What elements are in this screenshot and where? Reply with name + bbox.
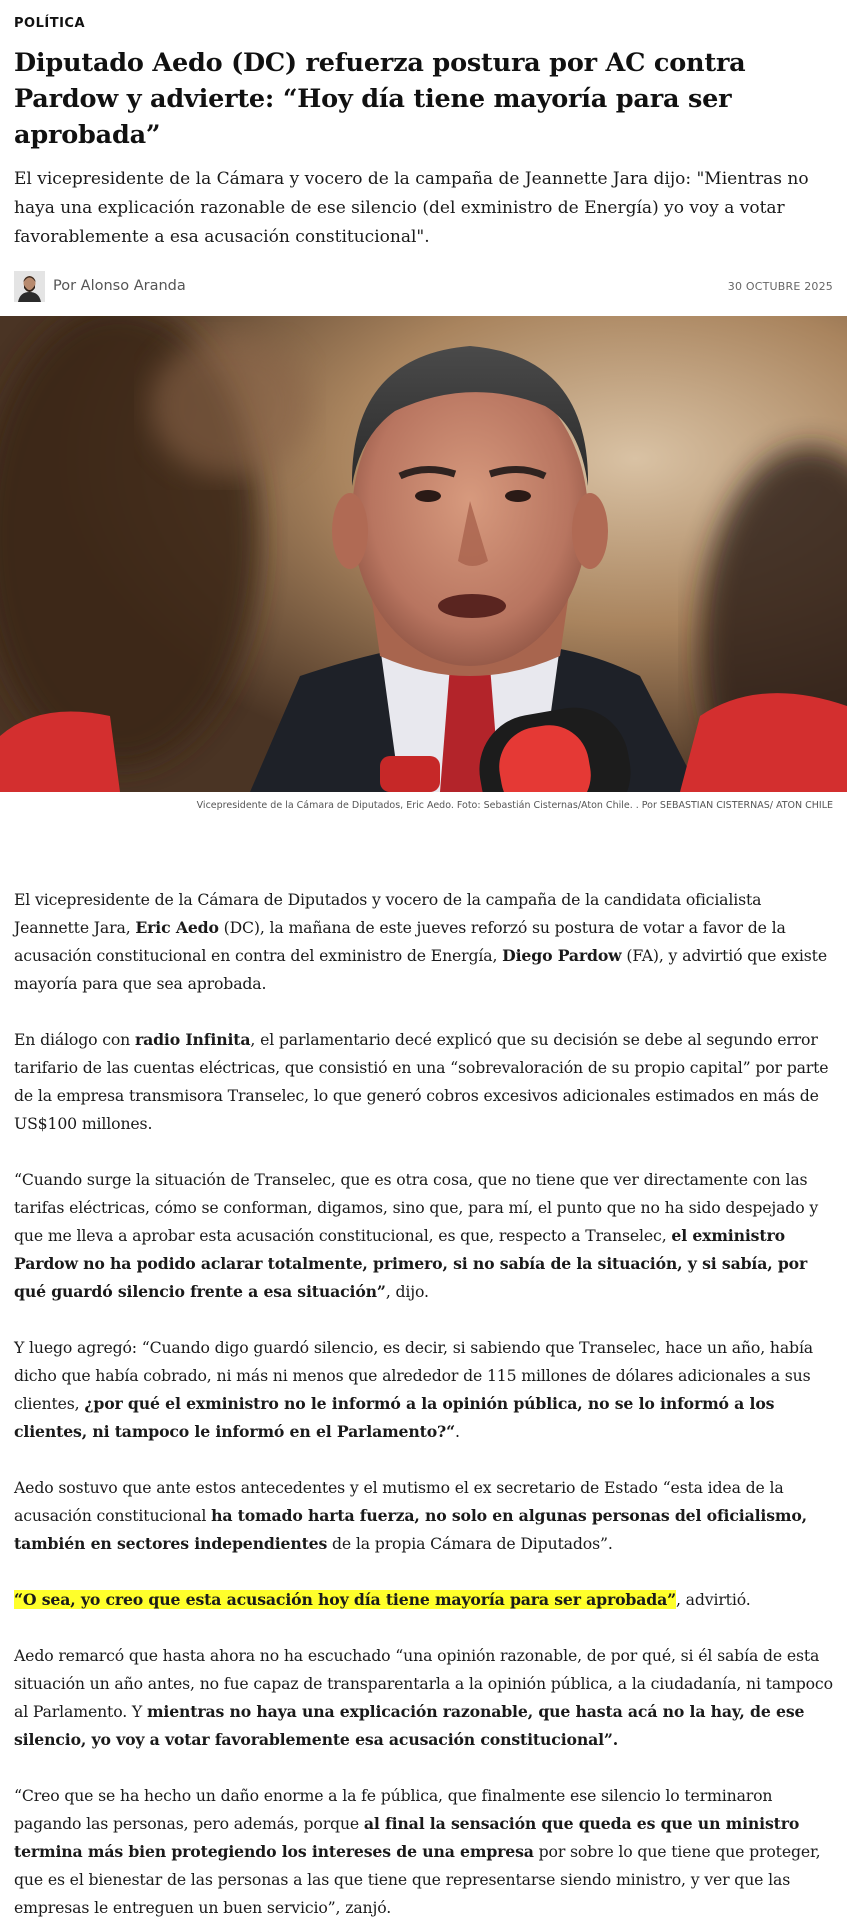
photo-caption: Vicepresidente de la Cámara de Diputados, Eric Aedo. Foto: Sebastián Cisternas/Aton Chile. . Por SEBASTIAN CISTERNAS/ ATON CHILE: [196, 800, 833, 811]
bold-quote: al final la sensación que queda es que un ministro termina más bien protegiendo los intereses de una empresa: [14, 1814, 800, 1861]
article-body: [0, 886, 847, 1922]
article-header: [0, 0, 847, 302]
paragraph-5: Aedo sostuvo que ante estos antecedentes y el mutismo el ex secretario de Estado “esta idea de la acusación constitucional ha tomado harta fuerza, no solo en algunas personas del oficialismo, también en sectores independientes de la propia Cámara de Diputados”.: [14, 1478, 807, 1553]
author-name[interactable]: Por Alonso Aranda: [53, 278, 186, 294]
highlighted-quote: “O sea, yo creo que esta acusación hoy día tiene mayoría para ser aprobada”: [14, 1590, 676, 1609]
author-block[interactable]: [14, 271, 186, 302]
hero-photo: [0, 316, 847, 792]
paragraph-7: Aedo remarcó que hasta ahora no ha escuchado “una opinión razonable, de por qué, si él sabía de esta situación un año antes, no fue capaz de transparentarla a la opinión pública, a la ciudadanía, ni tampoco al Parlamento. Y mientras no haya una explicación razonable, que hasta acá no la hay, de ese silencio, yo voy a votar favorablemente esa acusación constitucional”.: [14, 1646, 833, 1749]
lead-paragraph: El vicepresidente de la Cámara y vocero de la campaña de Jeannette Jara dijo: "Mientras no haya una explicación razonable de ese silencio (del exministro de Energía) yo voy a votar favorablemente a esa acusación constitucional".: [14, 169, 809, 247]
bold-name: radio Infinita: [134, 1030, 251, 1049]
section-label[interactable]: POLÍTICA: [14, 16, 86, 31]
paragraph-1: El vicepresidente de la Cámara de Diputados y vocero de la campaña de la candidata oficialista Jeannette Jara, Eric Aedo (DC), la mañana de este jueves reforzó su postura de votar a favor de la acusación constitucional en contra del exministro de Energía, Diego Pardow (FA), y advirtió que existe mayoría para que sea aprobada.: [14, 890, 827, 993]
bold-quote: ¿por qué el exministro no le informó a la opinión pública, no se lo informó a los clientes, ni tampoco le informó en el Parlamento?“: [14, 1394, 775, 1441]
headline: Diputado Aedo (DC) refuerza postura por AC contra Pardow y advierte: “Hoy día tiene mayoría para ser aprobada”: [14, 48, 746, 150]
paragraph-4: Y luego agregó: “Cuando digo guardó silencio, es decir, si sabiendo que Transelec, hace un año, había dicho que había cobrado, ni más ni menos que alrededor de 115 millones de dólares adicionales a sus clientes, ¿por qué el exministro no le informó a la opinión pública, no se lo informó a los clientes, ni tampoco le informó en el Parlamento?“.: [14, 1338, 814, 1441]
bold-quote: mientras no haya una explicación razonable, que hasta acá no la hay, de ese silencio, yo voy a votar favorablemente esa acusación constitucional”.: [14, 1702, 805, 1749]
byline: [14, 270, 833, 302]
publish-date: 30 OCTUBRE 2025: [727, 279, 833, 293]
paragraph-6: “O sea, yo creo que esta acusación hoy día tiene mayoría para ser aprobada”, advirtió.: [14, 1590, 751, 1609]
paragraph-8: “Creo que se ha hecho un daño enorme a la fe pública, que finalmente ese silencio lo terminaron pagando las personas, pero además, porque al final la sensación que queda es que un ministro termina más bien protegiendo los intereses de una empresa por sobre lo que tiene que proteger, que es el bienestar de las personas a las que tiene que representarse siendo ministro, y ver que las empresas le entreguen un buen servicio”, zanjó.: [14, 1786, 821, 1917]
avatar: [14, 271, 45, 302]
bold-name: Eric Aedo: [135, 918, 219, 937]
paragraph-2: En diálogo con radio Infinita, el parlamentario decé explicó que su decisión se debe al segundo error tarifario de las cuentas eléctricas, que consistió en una “sobrevaloración de su propio capital” por parte de la empresa transmisora Transelec, lo que generó cobros excesivos adicionales estimados en más de US$100 millones.: [14, 1030, 829, 1133]
bold-quote: ha tomado harta fuerza, no solo en algunas personas del oficialismo, también en sectores independientes: [14, 1506, 807, 1553]
bold-name: Diego Pardow: [502, 946, 622, 965]
bold-quote: el exministro Pardow no ha podido aclarar totalmente, primero, si no sabía de la situación, y si sabía, por qué guardó silencio frente a esa situación”: [14, 1226, 808, 1301]
paragraph-3: “Cuando surge la situación de Transelec, que es otra cosa, que no tiene que ver directamente con las tarifas eléctricas, cómo se conforman, digamos, sino que, para mí, el punto que no ha sido despejado y que me lleva a aprobar esta acusación constitucional, es que, respecto a Transelec, el exministro Pardow no ha podido aclarar totalmente, primero, si no sabía de la situación, y si sabía, por qué guardó silencio frente a esa situación”, dijo.: [14, 1170, 819, 1301]
